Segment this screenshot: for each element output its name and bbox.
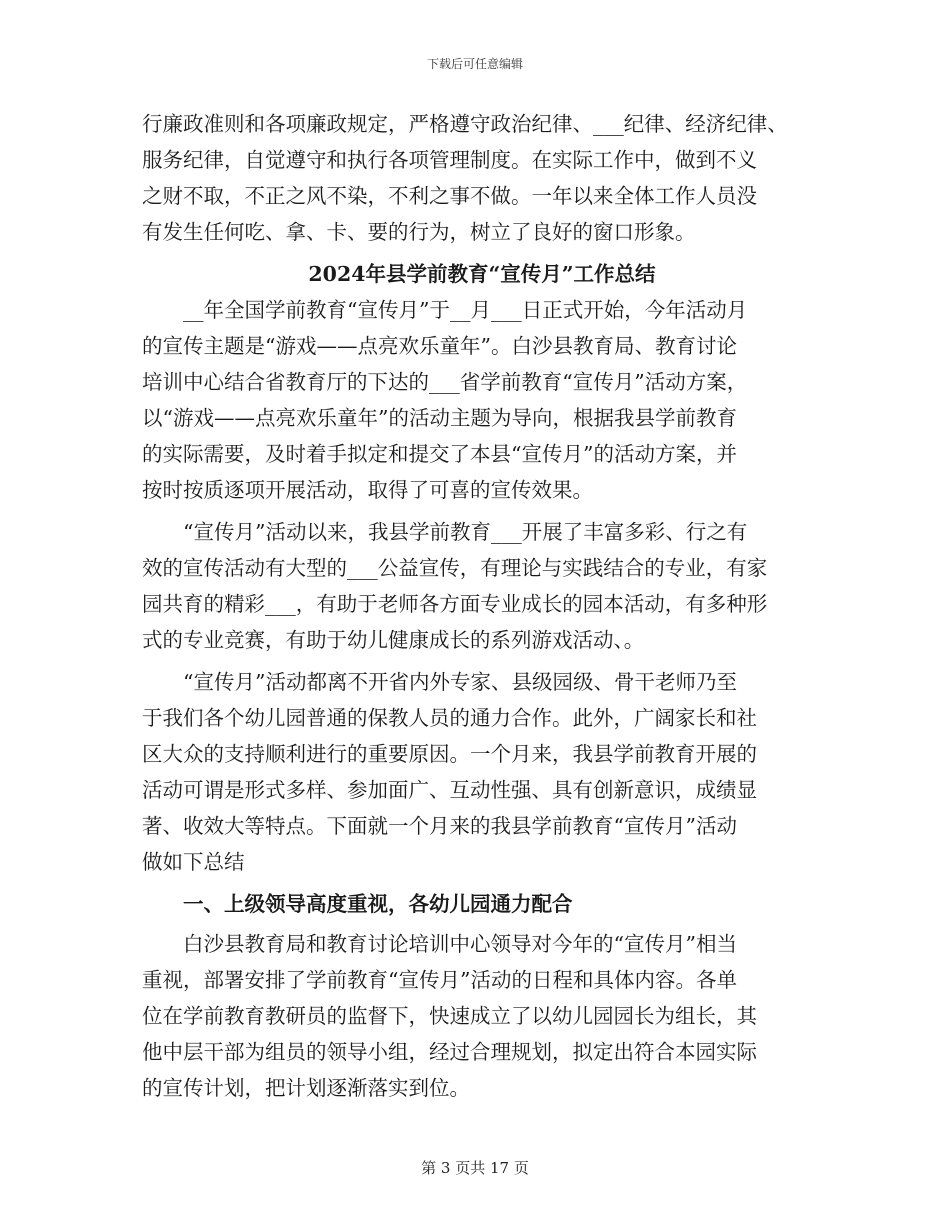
text-line: 的实际需要，及时着手拟定和提交了本县“宣传月”的活动方案，并: [142, 442, 737, 466]
text-line: 于我们各个幼儿园普通的保教人员的通力合作。此外，广阔家长和社: [142, 706, 757, 730]
text-line: 做如下总结: [142, 850, 245, 874]
text-line: 的宣传主题是“游戏——点亮欢乐童年”。白沙县教育局、教育讨论: [142, 334, 737, 358]
text-line: 重视，部署安排了学前教育“宣传月”活动的日程和具体内容。各单: [142, 968, 737, 992]
text-line: 区大众的支持顺利进行的重要原因。一个月来，我县学前教育开展的: [142, 742, 757, 766]
paragraph-3: [142, 664, 822, 880]
text-line: 式的专业竞赛，有助于幼儿健康成长的系列游戏活动、。: [142, 628, 645, 652]
text-line: 服务纪律，自觉遵守和执行各项管理制度。在实际工作中，做到不义: [142, 148, 757, 172]
text-line: 活动可谓是形式多样、参加面广、互动性强、具有创新意识，成绩显: [142, 778, 757, 802]
text-line: 的宣传计划，把计划逐渐落实到位。: [142, 1076, 470, 1100]
header-note: 下载后可任意编辑: [426, 57, 523, 71]
text-line: 他中层干部为组员的领导小组，经过合理规划，拟定出符合本园实际: [142, 1040, 757, 1064]
text-line: 著、收效大等特点。下面就一个月来的我县学前教育“宣传月”活动: [142, 814, 737, 838]
text-line: 以“游戏——点亮欢乐童年”的活动主题为导向，根据我县学前教育: [142, 406, 737, 430]
text-line: 按时按质逐项开展活动，取得了可喜的宣传效果。: [142, 478, 593, 502]
text-line: 白沙县教育局和教育讨论培训中心领导对今年的“宣传月”相当: [183, 932, 737, 956]
page-number: 第 3 页共 17 页: [421, 1159, 529, 1177]
paragraph-2: [142, 514, 822, 658]
text-line: “宣传月”活动以来，我县学前教育___开展了丰富多彩、行之有: [183, 520, 748, 544]
text-line: “宣传月”活动都离不开省内外专家、县级园级、骨干老师乃至: [183, 670, 737, 694]
text-line: 行廉政准则和各项廉政规定，严格遵守政治纪律、___纪律、经济纪律、: [142, 112, 788, 136]
paragraph-1: [142, 292, 822, 508]
text-line: 园共育的精彩___，有助于老师各方面专业成长的园本活动，有多种形: [142, 592, 768, 616]
text-line: 之财不取，不正之风不染，不利之事不做。一年以来全体工作人员没: [142, 184, 757, 208]
text-line: 培训中心结合省教育厅的下达的___省学前教育“宣传月”活动方案，: [142, 370, 748, 394]
text-line: __年全国学前教育“宣传月”于__月___日正式开始，今年活动月: [183, 298, 748, 322]
intro-paragraph: [142, 106, 822, 250]
section-heading: 一、上级领导高度重视，各幼儿园通力配合: [183, 892, 573, 916]
document-body: [142, 106, 822, 1106]
section-1-paragraph: [142, 926, 822, 1106]
text-line: 效的宣传活动有大型的___公益宣传，有理论与实践结合的专业，有家: [142, 556, 768, 580]
document-title: 2024年县学前教育“宣传月”工作总结: [308, 262, 656, 286]
text-line: 有发生任何吃、拿、卡、要的行为，树立了良好的窗口形象。: [142, 220, 696, 244]
text-line: 位在学前教育教研员的监督下，快速成立了以幼儿园园长为组长，其: [142, 1004, 757, 1028]
